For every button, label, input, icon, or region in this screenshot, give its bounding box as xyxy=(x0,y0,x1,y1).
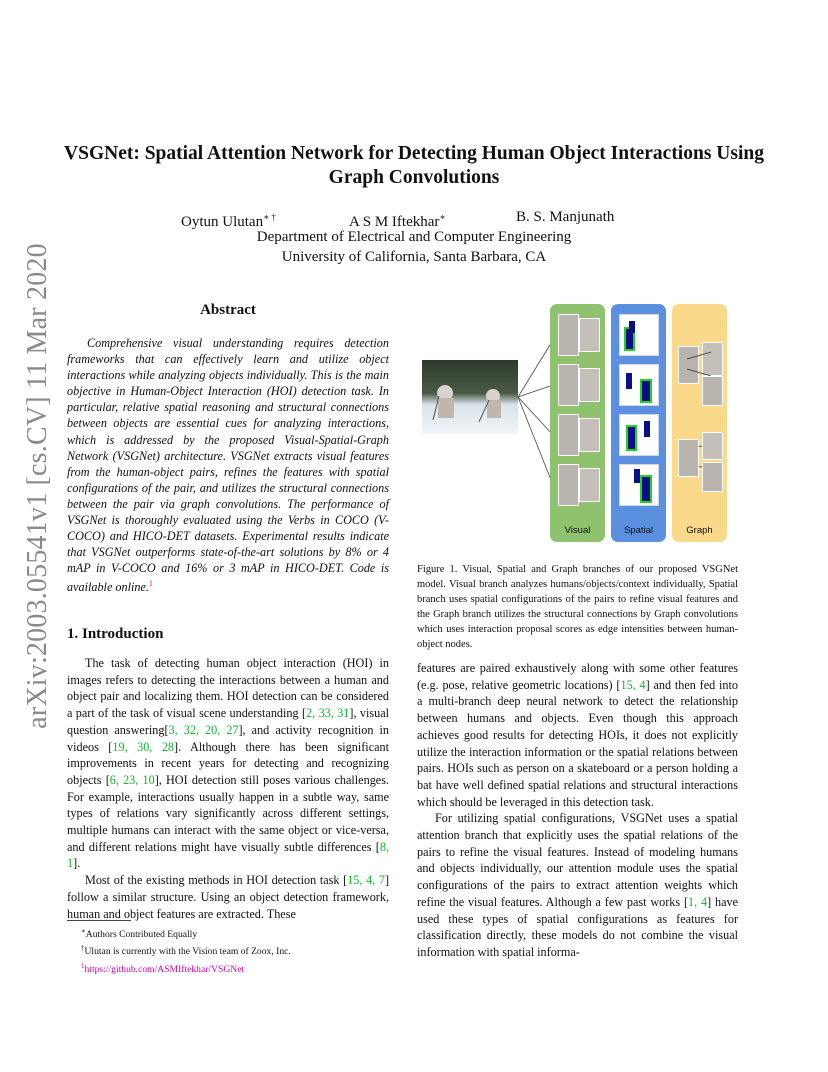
citation-link[interactable]: 2, 33, 31 xyxy=(306,706,350,721)
visual-label: Visual xyxy=(564,525,591,536)
citation-link[interactable]: 8, 1 xyxy=(67,839,389,871)
spatial-branch xyxy=(611,304,666,542)
github-link[interactable]: https://github.com/ASMIftekhar/VSGNet xyxy=(84,964,245,976)
paper-title: VSGNet: Spatial Attention Network for Detecting Human Object Interactions Using Graph Convolutions xyxy=(64,143,764,188)
author-1: Oytun Ulutan∗ † xyxy=(181,212,276,230)
intro-paragraph-1: The task of detecting human object interaction (HOI) in images refers to detecting the interactions between a human and object pair and localizing them. HOI detection can be considered a part of the task of visual scene understanding [2, 33, 31], visual question answering[3, 32, 20, 27], and activity recognition in videos [19, 30, 28]. Although there has been significant improvements in recent years for detecting and recognizing objects [6, 23, 10], HOI detection still poses various challenges. For example, interactions usually happen in a subtle way, same types of relations vary significantly across different settings, multiple humans can interact with the same object or vice-versa, and different relations might have visually subtle differences [8, 1]. xyxy=(67,656,390,871)
footnote-3: $^1$https://github.com/ASMIftekhar/VSGNet xyxy=(81,961,245,976)
author-2: A S M Iftekhar∗ xyxy=(349,212,446,230)
department: Department of Electrical and Computer Engineering xyxy=(256,229,572,245)
graph-branch xyxy=(672,304,727,542)
affiliation xyxy=(0,228,828,267)
author-2-marks: ∗ xyxy=(439,212,446,222)
author-1-marks: ∗ † xyxy=(263,212,276,222)
arxiv-identifier: arXiv:2003.05541v1 [cs.CV] 11 Mar 2020 xyxy=(22,243,53,729)
right-paragraph-1: features are paired exhaustively along with some other features (e.g. pose, relative geometric locations) [15, 4] and then fed into a multi-branch deep neural network to detect the relationship between humans and objects. Even though this approach achieves good results for detecting HOIs, it does not explicitly utilize the interaction information or the spatial relations between pairs. HOIs such as person on a skateboard or a person holding a bat have well defined spatial relations and structural interactions which should be leveraged in this detection task. xyxy=(417,661,738,809)
abstract-heading: Abstract xyxy=(200,302,256,318)
citation-link[interactable]: 3, 32, 20, 27 xyxy=(168,722,239,737)
branch-arrows xyxy=(518,340,553,485)
footnote-divider xyxy=(67,920,131,921)
graph-label: Graph xyxy=(686,525,713,536)
abstract-body xyxy=(67,335,389,596)
footnote-marker-link[interactable]: 1 xyxy=(148,579,153,589)
introduction-heading: 1. Introduction xyxy=(67,626,164,642)
spatial-label: Spatial xyxy=(623,525,654,536)
introduction-body xyxy=(67,655,389,922)
footnotes xyxy=(67,925,389,977)
footnote-1: ∗Authors Contributed Equally xyxy=(81,927,198,941)
intro-paragraph-2: Most of the existing methods in HOI detection task [15, 4, 7] follow a similar structure. Using an object detection framework, human and object features are extracted. These xyxy=(67,873,390,921)
abstract-text: Comprehensive visual understanding requires detection frameworks that can effectively learn and utilize object interactions while analyzing objects individually. This is the main objective in Human-Object Interaction (HOI) detection task. In particular, relative spatial reasoning and structural connections between objects are essential cues for analyzing interactions, which is addressed by the proposed Visual-Spatial-Graph Network (VSGNet) architecture. VSGNet extracts visual features from the human-object pairs, refines the features with spatial configurations of the pair, and utilizes the structural connections between the pair via graph convolutions. The performance of VSGNet is thoroughly evaluated using the Verbs in COCO (V-COCO) and HICO-DET datasets. Experimental results indicate that VSGNet outperforms state-of-the-art solutions by 8% or 4 mAP in V-COCO and 16% or 3 mAP in HICO-DET. Code is available online. xyxy=(67,336,389,595)
citation-link[interactable]: 19, 30, 28 xyxy=(112,739,175,754)
figure-1 xyxy=(417,300,742,545)
citation-link[interactable]: 6, 23, 10 xyxy=(109,772,155,787)
right-column-body xyxy=(417,660,738,961)
citation-link[interactable]: 15, 4, 7 xyxy=(347,873,385,888)
input-photo xyxy=(422,360,518,434)
citation-link[interactable]: 15, 4 xyxy=(620,677,646,692)
arxiv-sidebar xyxy=(16,243,60,729)
footnote-2: †Ulutan is currently with the Vision team of Zoox, Inc. xyxy=(81,944,291,958)
figure-1-caption: Figure 1. Visual, Spatial and Graph branches of our proposed VSGNet model. Visual branch analyzes humans/objects/context individually, Spatial branch uses spatial configurations of the pairs to refine visual features and the Graph branch utilizes the structural connections by Graph convolutions which uses interaction proposal scores as edge intensities between human-object nodes. xyxy=(417,564,738,651)
visual-branch xyxy=(550,304,605,542)
university: University of California, Santa Barbara, CA xyxy=(281,248,547,265)
author-3: B. S. Manjunath xyxy=(516,209,615,225)
citation-link[interactable]: 1, 4 xyxy=(688,894,708,909)
right-paragraph-2: For utilizing spatial configurations, VSGNet uses a spatial attention branch that explicitly uses the spatial relations of the pairs to refine the visual features. Instead of modeling humans and objects individually, our attention module uses the spatial configurations of the pairs to extract attention weights which refine the visual features. Although a few past works [1, 4] have used these types of spatial configurations as features for classification directly, these models do not combine the visual information with spatial informa- xyxy=(417,811,739,959)
